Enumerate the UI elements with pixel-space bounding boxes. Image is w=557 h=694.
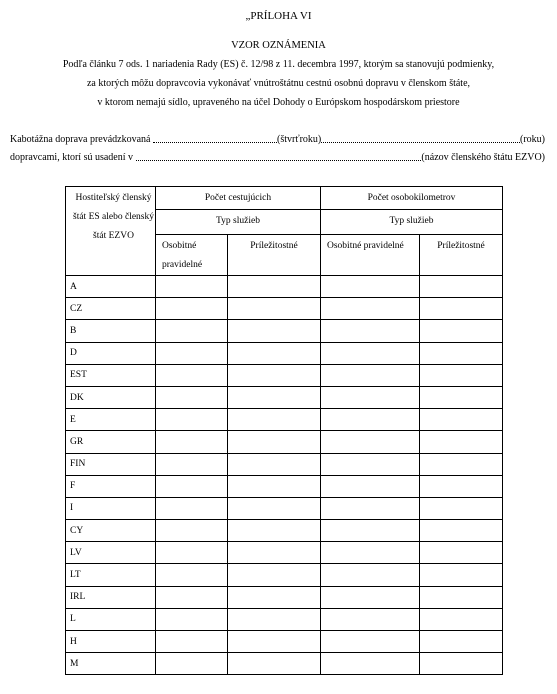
- passenger-km-occasional-cell[interactable]: [420, 542, 503, 564]
- state-fill-field[interactable]: [136, 160, 422, 161]
- passengers-special-regular-cell[interactable]: [156, 364, 228, 386]
- passenger-km-occasional-cell[interactable]: [420, 520, 503, 542]
- passengers-special-regular-cell[interactable]: [156, 497, 228, 519]
- table-row: [66, 409, 503, 431]
- table-row: [66, 520, 503, 542]
- passenger-km-special-regular-cell[interactable]: [321, 409, 420, 431]
- passenger-km-special-regular-cell[interactable]: [321, 653, 420, 675]
- table-body: [66, 276, 503, 675]
- passenger-km-occasional-cell[interactable]: [420, 386, 503, 408]
- notification-table: [65, 186, 503, 675]
- table-row: [66, 586, 503, 608]
- passengers-occasional-cell[interactable]: [228, 320, 321, 342]
- row-state-code: EST: [66, 364, 156, 386]
- passengers-special-regular-cell[interactable]: [156, 276, 228, 298]
- cabotage-label: Kabotážna doprava prevádzkovaná: [10, 134, 151, 145]
- passenger-km-special-regular-cell[interactable]: [321, 608, 420, 630]
- passenger-km-special-regular-cell[interactable]: [321, 542, 420, 564]
- passenger-km-special-regular-cell[interactable]: [321, 320, 420, 342]
- passenger-km-occasional-cell[interactable]: [420, 298, 503, 320]
- passengers-occasional-cell[interactable]: [228, 409, 321, 431]
- passenger-km-special-regular-cell[interactable]: [321, 342, 420, 364]
- table-row: [66, 564, 503, 586]
- intro-line-2: za ktorých môžu dopravcovia vykonávať vnútroštátnu cestnú osobnú dopravu v členskom štáte,: [86, 78, 471, 89]
- table-row: [66, 320, 503, 342]
- row-state-code: IRL: [66, 586, 156, 608]
- passengers-occasional-cell[interactable]: [228, 298, 321, 320]
- row-state-code: E: [66, 409, 156, 431]
- table-row: [66, 364, 503, 386]
- row-state-code: CY: [66, 520, 156, 542]
- carriers-label: dopravcami, ktorí sú usadení v: [10, 152, 134, 163]
- passengers-occasional-cell[interactable]: [228, 542, 321, 564]
- passenger-km-occasional-cell[interactable]: [420, 276, 503, 298]
- passengers-occasional-cell[interactable]: [228, 386, 321, 408]
- passenger-km-special-regular-cell[interactable]: [321, 431, 420, 453]
- row-state-code: F: [66, 475, 156, 497]
- passengers-occasional-cell[interactable]: [228, 276, 321, 298]
- passenger-km-special-regular-cell[interactable]: [321, 453, 420, 475]
- passenger-km-occasional-cell[interactable]: [420, 564, 503, 586]
- quarter-label: (štvrťroku): [276, 134, 322, 145]
- table-row: [66, 497, 503, 519]
- passenger-km-special-regular-cell[interactable]: [321, 564, 420, 586]
- table-row: [66, 342, 503, 364]
- passenger-km-special-regular-cell[interactable]: [321, 475, 420, 497]
- passenger-km-special-regular-cell[interactable]: [321, 586, 420, 608]
- passenger-km-occasional-cell[interactable]: [420, 342, 503, 364]
- passenger-km-special-regular-header: Osobitné pravidelné: [321, 235, 420, 276]
- row-state-code: B: [66, 320, 156, 342]
- passenger-km-occasional-header: Príležitostné: [420, 235, 503, 276]
- table-row: [66, 276, 503, 298]
- passengers-special-regular-cell[interactable]: [156, 453, 228, 475]
- row-state-code: M: [66, 653, 156, 675]
- table-row: [66, 475, 503, 497]
- table-row: [66, 298, 503, 320]
- passenger-km-occasional-cell[interactable]: [420, 653, 503, 675]
- row-state-code: DK: [66, 386, 156, 408]
- passenger-km-occasional-cell[interactable]: [420, 364, 503, 386]
- row-state-code: L: [66, 608, 156, 630]
- passenger-km-special-regular-cell[interactable]: [321, 364, 420, 386]
- passengers-special-regular-cell[interactable]: [156, 320, 228, 342]
- passengers-special-regular-cell[interactable]: [156, 631, 228, 653]
- passengers-occasional-cell[interactable]: [228, 431, 321, 453]
- table-row: [66, 431, 503, 453]
- intro-line-3: v ktorom nemajú sídlo, upraveného na účel Dohody o Európskom hospodárskom priestore: [97, 97, 460, 108]
- passengers-special-regular-cell[interactable]: [156, 298, 228, 320]
- passengers-occasional-cell[interactable]: [228, 342, 321, 364]
- passenger-km-special-regular-cell[interactable]: [321, 520, 420, 542]
- passengers-special-regular-cell[interactable]: [156, 409, 228, 431]
- passengers-occasional-cell[interactable]: [228, 586, 321, 608]
- table-row: [66, 653, 503, 675]
- passengers-special-regular-cell[interactable]: [156, 542, 228, 564]
- passenger-km-occasional-cell[interactable]: [420, 320, 503, 342]
- annex-heading: „PRÍLOHA VI: [245, 10, 312, 22]
- row-state-code: LT: [66, 564, 156, 586]
- passengers-service-type-header: Typ služieb: [156, 210, 321, 235]
- passengers-special-regular-header: Osobitné pravidelné: [156, 235, 228, 276]
- passenger-km-special-regular-cell[interactable]: [321, 276, 420, 298]
- passengers-special-regular-cell[interactable]: [156, 386, 228, 408]
- year-label: (roku): [520, 134, 545, 145]
- passengers-occasional-cell[interactable]: [228, 653, 321, 675]
- table-row: [66, 608, 503, 630]
- passenger-km-occasional-cell[interactable]: [420, 409, 503, 431]
- passenger-km-special-regular-cell[interactable]: [321, 497, 420, 519]
- passengers-special-regular-cell[interactable]: [156, 653, 228, 675]
- passengers-occasional-cell[interactable]: [228, 453, 321, 475]
- carriers-state-line: [10, 152, 545, 163]
- passenger-km-service-type-header: Typ služieb: [321, 210, 503, 235]
- form-title: VZOR OZNÁMENIA: [231, 40, 326, 51]
- passenger-km-occasional-cell[interactable]: [420, 586, 503, 608]
- intro-line-1: Podľa článku 7 ods. 1 nariadenia Rady (ES) č. 12/98 z 11. decembra 1997, ktorým sa stanovujú podmienky,: [62, 59, 495, 70]
- state-label: (názov členského štátu EZVO): [421, 152, 545, 163]
- passengers-special-regular-cell[interactable]: [156, 342, 228, 364]
- passengers-special-regular-cell[interactable]: [156, 586, 228, 608]
- passengers-occasional-cell[interactable]: [228, 497, 321, 519]
- row-state-code: I: [66, 497, 156, 519]
- table-row: [66, 453, 503, 475]
- table-row: [66, 631, 503, 653]
- passengers-occasional-cell[interactable]: [228, 564, 321, 586]
- quarter-fill-field[interactable]: [153, 142, 277, 143]
- passengers-header: Počet cestujúcich: [156, 187, 321, 210]
- passengers-special-regular-cell[interactable]: [156, 475, 228, 497]
- passenger-km-occasional-cell[interactable]: [420, 475, 503, 497]
- table-row: [66, 386, 503, 408]
- passengers-special-regular-cell[interactable]: [156, 520, 228, 542]
- passengers-special-regular-cell[interactable]: [156, 564, 228, 586]
- row-state-code: CZ: [66, 298, 156, 320]
- row-state-code: H: [66, 631, 156, 653]
- passengers-occasional-cell[interactable]: [228, 520, 321, 542]
- passengers-occasional-cell[interactable]: [228, 364, 321, 386]
- passenger-km-occasional-cell[interactable]: [420, 631, 503, 653]
- cabotage-period-line: [10, 134, 545, 145]
- passenger-km-header: Počet osobokilometrov: [321, 187, 503, 210]
- passengers-special-regular-cell[interactable]: [156, 608, 228, 630]
- passengers-special-regular-cell[interactable]: [156, 431, 228, 453]
- passengers-occasional-header: Príležitostné: [228, 235, 321, 276]
- row-state-code: A: [66, 276, 156, 298]
- passengers-occasional-cell[interactable]: [228, 475, 321, 497]
- table-row: [66, 542, 503, 564]
- passenger-km-occasional-cell[interactable]: [420, 431, 503, 453]
- passenger-km-occasional-cell[interactable]: [420, 453, 503, 475]
- row-state-code: LV: [66, 542, 156, 564]
- passenger-km-occasional-cell[interactable]: [420, 497, 503, 519]
- row-state-code: GR: [66, 431, 156, 453]
- passengers-occasional-cell[interactable]: [228, 631, 321, 653]
- passenger-km-occasional-cell[interactable]: [420, 608, 503, 630]
- row-state-code: FIN: [66, 453, 156, 475]
- passenger-km-special-regular-cell[interactable]: [321, 298, 420, 320]
- host-state-header: Hostiteľský členský štát ES alebo členský štát EZVO: [66, 187, 156, 276]
- year-fill-field[interactable]: [321, 142, 520, 143]
- row-state-code: D: [66, 342, 156, 364]
- passengers-occasional-cell[interactable]: [228, 608, 321, 630]
- passenger-km-special-regular-cell[interactable]: [321, 386, 420, 408]
- passenger-km-special-regular-cell[interactable]: [321, 631, 420, 653]
